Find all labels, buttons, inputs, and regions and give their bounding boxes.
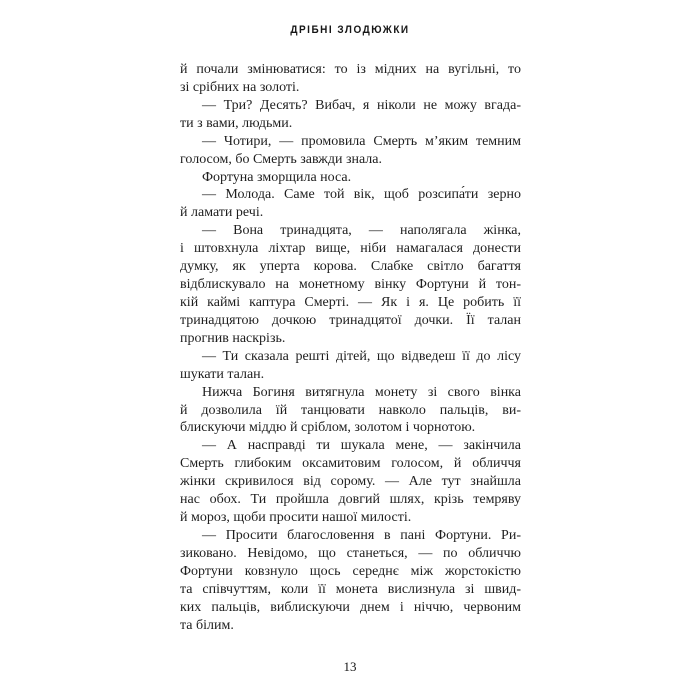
text-line: Нижча Богиня витягнула монету зі свого вінка xyxy=(202,384,521,400)
text-line: думку, як уперта корова. Слабке світло багаття xyxy=(180,259,521,275)
text-line: ти з вами, людьми. xyxy=(180,115,293,131)
text-line: прогнив наскрізь. xyxy=(180,330,286,346)
text-line: жінки скривилося від сорому. — Але тут знайшла xyxy=(180,474,521,490)
text-line: Фортуни ковзнуло щось середнє між жорстокістю xyxy=(180,563,521,579)
paragraph xyxy=(180,169,521,187)
paragraph xyxy=(180,527,521,635)
paragraph xyxy=(180,133,521,169)
text-line: Смерть глибоким оксамитовим голосом, й обличчя xyxy=(180,456,521,472)
paragraph xyxy=(180,222,521,347)
paragraph xyxy=(180,186,521,222)
paragraph xyxy=(180,97,521,133)
text-line: й ламати речі. xyxy=(180,205,264,221)
text-line: — Молода. Саме той вік, щоб розсипа́ти зерно xyxy=(202,187,521,203)
text-line: й дозволила їй танцювати навколо пальців, ви- xyxy=(180,402,521,418)
text-line: та білим. xyxy=(180,617,234,633)
text-line: й мороз, щоби просити нашої милості. xyxy=(180,510,412,526)
text-line: і штовхнула ліхтар вище, ніби намагалася донести xyxy=(180,241,521,257)
text-line: Фортуна зморщила носа. xyxy=(202,169,352,185)
text-line: й почали змінюватися: то із мідних на вугільні, то xyxy=(180,62,521,77)
text-line: нас обох. Ти пройшла довгий шлях, крізь темряву xyxy=(180,492,521,508)
text-line: голосом, бо Смерть завжди знала. xyxy=(180,151,383,167)
paragraph xyxy=(180,348,521,384)
text-line: та співчуттям, коли її монета вислизнула зі швид- xyxy=(180,581,521,597)
text-line: зі срібних на золоті. xyxy=(180,79,300,95)
text-line: зиковано. Невідомо, що станеться, — по обличчю xyxy=(180,545,521,561)
text-line: блискуючи міддю й сріблом, золотом і чорнотою. xyxy=(180,420,476,436)
text-line: — Три? Десять? Вибач, я ніколи не можу вгада- xyxy=(202,97,521,113)
text-line: відблискувало на монетному вінку Фортуни й тон- xyxy=(180,277,521,293)
text-line: кій каймі каптура Смерті. — Як і я. Це робить її xyxy=(180,294,521,310)
running-head: ДРІБНІ ЗЛОДЮЖКИ xyxy=(290,24,410,37)
text-line: — А насправді ти шукала мене, — закінчила xyxy=(202,438,521,454)
text-line: ких пальців, виблискуючи днем і ніччю, червоним xyxy=(180,599,521,615)
text-line: — Чотири, — промовила Смерть м’яким темним xyxy=(202,133,521,149)
text-block xyxy=(180,61,521,635)
paragraph xyxy=(180,61,521,97)
text-line: тринадцятою дочкою тринадцятої дочки. Її талан xyxy=(180,312,521,328)
paragraph xyxy=(180,384,521,438)
text-line: — Ти сказала решті дітей, що відведеш її до лісу xyxy=(202,348,521,364)
text-line: шукати талан. xyxy=(180,366,265,382)
text-line: — Просити благословення в пані Фортуни. Ри- xyxy=(202,527,521,543)
page-number: 13 xyxy=(343,659,357,674)
paragraph xyxy=(180,437,521,527)
text-line: — Вона тринадцята, — наполягала жінка, xyxy=(202,223,521,239)
